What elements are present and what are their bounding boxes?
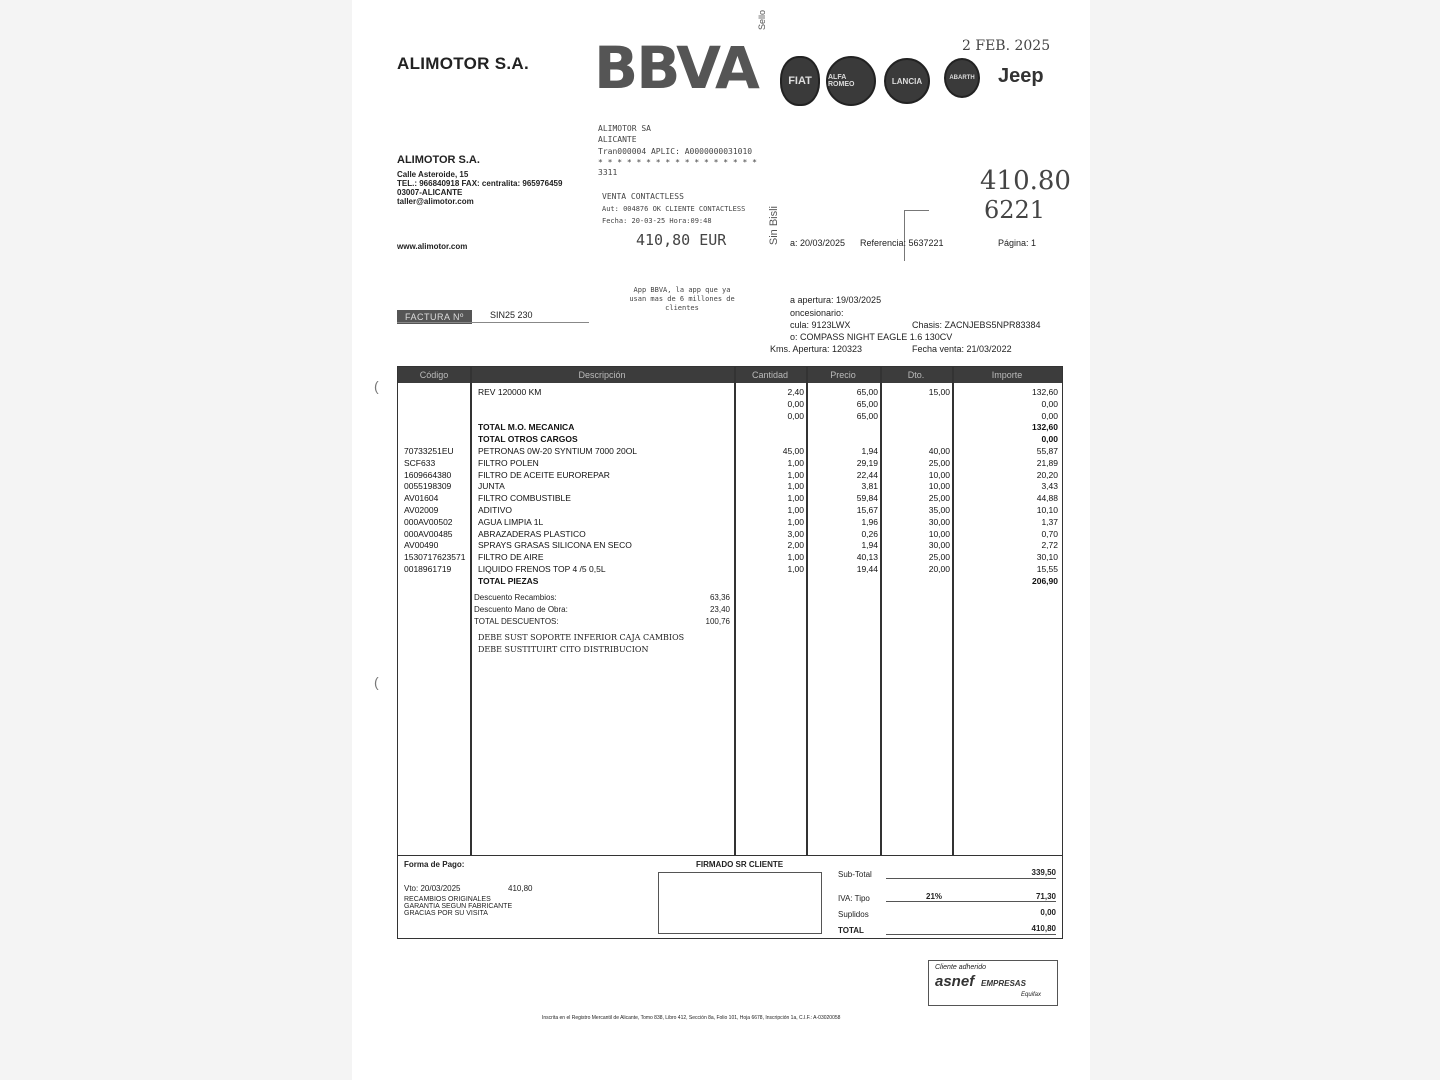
cell-price: 1,94	[861, 540, 878, 551]
fiat-logo-icon: FIAT	[780, 56, 820, 106]
discount-row	[474, 593, 730, 602]
handwritten-amount: 410.80	[980, 166, 1071, 196]
table-row	[398, 399, 1062, 411]
alfa-romeo-logo-icon: ALFA ROMEO	[826, 56, 876, 106]
cell-price: 0,26	[861, 528, 878, 539]
divider	[886, 934, 1056, 935]
table-row	[398, 470, 1062, 482]
discount-label: Descuento Mano de Obra:	[474, 605, 568, 614]
receipt-footer-line: App BBVA, la app que ya	[633, 286, 731, 294]
receipt-amount: 410,80 EUR	[636, 231, 727, 249]
cell-quantity: 1,00	[787, 552, 804, 563]
cell-amount: 10,10	[1036, 505, 1058, 515]
suplidos-label: Suplidos	[838, 910, 869, 919]
cell-amount: 21,89	[1036, 457, 1058, 468]
cell-discount: 30,00	[928, 516, 950, 527]
cell-price: 1,94	[861, 446, 878, 456]
scan-mark: (	[374, 674, 379, 690]
cell-quantity: 1,00	[787, 457, 804, 468]
table-row	[398, 493, 1062, 505]
cell-amount: 132,60	[1032, 422, 1058, 433]
cell-code: 70733251EU	[404, 446, 454, 456]
cell-discount: 40,00	[928, 446, 950, 456]
cell-code: 0018961719	[404, 564, 452, 574]
cert-line: Cliente adherido	[935, 964, 986, 971]
receipt-line: Fecha: 20-03-25 Hora:09:48	[602, 217, 712, 225]
cell-discount: 10,00	[928, 481, 950, 492]
handwritten-ref: 6221	[984, 196, 1046, 224]
cell-description: FILTRO DE ACEITE EUROREPAR	[478, 469, 610, 480]
company-web: www.alimotor.com	[397, 242, 468, 251]
lancia-logo-icon: LANCIA	[884, 58, 930, 104]
cell-quantity: 45,00	[782, 446, 804, 456]
cell-amount: 132,60	[1032, 387, 1058, 397]
invoice-date: a: 20/03/2025	[790, 238, 846, 248]
cell-discount: 20,00	[928, 564, 950, 574]
receipt-line: Aut: 004876 OK CLIENTE CONTACTLESS	[602, 205, 746, 213]
receipt-line: VENTA CONTACTLESS	[602, 192, 684, 201]
cell-discount: 25,00	[928, 457, 950, 468]
note: DEBE SUSTITUIRT CITO DISTRIBUCION	[478, 645, 649, 654]
cert-line: Equifax	[1021, 992, 1042, 998]
table-row	[398, 564, 1062, 576]
invoice-reference: Referencia: 5637221	[860, 238, 944, 248]
discount-label: TOTAL DESCUENTOS:	[474, 617, 559, 626]
footer-note: RECAMBIOS ORIGINALES	[404, 896, 491, 903]
cell-price: 40,13	[856, 552, 878, 563]
modelo: o: COMPASS NIGHT EAGLE 1.6 130CV	[790, 332, 953, 342]
footer-note: GRACIAS POR SU VISITA	[404, 910, 488, 917]
asnef-logo: asnef	[935, 973, 975, 990]
fecha-venta: Fecha venta: 21/03/2022	[912, 344, 1012, 354]
cell-price: 29,19	[856, 457, 878, 468]
col-header-price: Precio	[830, 370, 856, 380]
company-phones: TEL.: 966840918 FAX: centralita: 965976459	[397, 179, 563, 188]
table-row	[398, 481, 1062, 493]
table-row	[398, 517, 1062, 529]
cell-discount: 35,00	[928, 505, 950, 515]
iva-tipo: 21%	[926, 892, 943, 901]
cell-description: TOTAL PIEZAS	[478, 575, 539, 586]
footer-note: GARANTIA SEGUN FABRICANTE	[404, 903, 513, 910]
cell-price: 65,00	[856, 410, 878, 421]
cell-discount: 10,00	[928, 469, 950, 480]
company-name: ALIMOTOR S.A.	[397, 154, 480, 166]
cell-code: SCF633	[404, 457, 436, 468]
cell-price: 59,84	[856, 493, 878, 504]
divider	[886, 901, 1056, 902]
asnef-certification	[928, 960, 1058, 1006]
cell-description: SPRAYS GRASAS SILICONA EN SECO	[478, 540, 632, 551]
col-header-dto: Dto.	[907, 370, 925, 380]
cell-discount: 10,00	[928, 528, 950, 539]
cell-code: 1530717623571	[404, 552, 466, 563]
cell-quantity: 1,00	[787, 564, 804, 574]
cell-description: ABRAZADERAS PLASTICO	[478, 528, 586, 539]
table-row	[398, 529, 1062, 541]
cell-quantity: 2,00	[787, 540, 804, 551]
discount-label: Descuento Recambios:	[474, 593, 557, 602]
note: DEBE SUST SOPORTE INFERIOR CAJA CAMBIOS	[478, 633, 685, 642]
company-email: taller@alimotor.com	[397, 197, 474, 206]
discount-row	[474, 605, 730, 614]
cell-price: 65,00	[856, 387, 878, 397]
cell-quantity: 1,00	[787, 516, 804, 527]
vencimiento: Vto: 20/03/2025	[404, 884, 461, 893]
cell-description: JUNTA	[478, 481, 505, 492]
discount-value: 23,40	[709, 605, 730, 614]
legal-text: Inscrita en el Registro Mercantil de Alicante, Tomo 838, Libro 412, Sección 8a, Folio 101, Hoja 6678, Inscripción 1a, C.I.F.: A-03020058	[542, 1015, 841, 1021]
receipt-line: ALICANTE	[598, 135, 637, 144]
cell-amount: 206,90	[1032, 575, 1058, 586]
cell-quantity: 1,00	[787, 469, 804, 480]
receipt-footer-line: usan mas de 6 millones de	[629, 295, 735, 303]
receipt-line: ALIMOTOR SA	[598, 124, 651, 133]
asnef-logo-suffix: EMPRESAS	[981, 979, 1026, 988]
matricula: cula: 9123LWX	[790, 320, 851, 330]
cell-code: 1609664380	[404, 469, 452, 480]
items-table	[397, 366, 1063, 856]
cell-amount: 2,72	[1041, 540, 1058, 551]
stamp-mark	[904, 210, 929, 261]
receipt-footer-line: clientes	[665, 304, 699, 312]
date-stamp: 2 FEB. 2025	[962, 38, 1051, 54]
cell-amount: 44,88	[1036, 493, 1058, 504]
forma-pago-label: Forma de Pago:	[404, 860, 465, 869]
sin-bisli-label: Sin Bisli	[768, 206, 780, 246]
cell-quantity: 3,00	[787, 528, 804, 539]
cell-discount: 25,00	[928, 552, 950, 563]
cell-price: 19,44	[856, 564, 878, 574]
iva-amount: 71,30	[1035, 892, 1056, 901]
invoice-page	[352, 0, 1090, 1080]
receipt-line: * * * * * * * * * * * * * * * * * 3311	[598, 158, 757, 177]
factura-label: FACTURA Nº	[397, 310, 472, 324]
apertura-date: a apertura: 19/03/2025	[790, 295, 882, 305]
bbva-logo: BBVA	[594, 34, 758, 102]
cell-description: ADITIVO	[478, 505, 513, 515]
cell-quantity: 1,00	[787, 493, 804, 504]
footer-notes	[404, 896, 512, 917]
cell-amount: 3,43	[1041, 481, 1058, 492]
col-header-desc: Descripción	[578, 370, 626, 380]
cell-quantity: 0,00	[787, 410, 804, 421]
abarth-logo-icon: ABARTH	[944, 58, 980, 98]
chasis: Chasis: ZACNJEBS5NPR83384	[912, 320, 1041, 330]
divider	[886, 878, 1056, 879]
cell-code: 0055198309	[404, 481, 452, 492]
cell-description: AGUA LIMPIA 1L	[478, 516, 544, 527]
col-header-qty: Cantidad	[751, 370, 789, 380]
signature-box	[658, 872, 822, 934]
factura-number: SIN25 230	[490, 310, 533, 320]
suplidos-value: 0,00	[1040, 908, 1056, 917]
cell-quantity: 0,00	[787, 398, 804, 409]
cell-description: TOTAL M.O. MECANICA	[478, 422, 575, 433]
table-row	[398, 552, 1062, 564]
cell-amount: 0,00	[1041, 434, 1058, 445]
subtotal-label: Sub-Total	[838, 870, 872, 879]
cell-amount: 20,20	[1036, 469, 1058, 480]
vencimiento-amount: 410,80	[508, 884, 533, 893]
table-row	[398, 422, 1062, 434]
table-row	[398, 458, 1062, 470]
table-row	[398, 387, 1062, 399]
discount-row	[474, 617, 730, 626]
firmado-label: FIRMADO SR CLIENTE	[696, 860, 784, 869]
jeep-logo: Jeep	[998, 65, 1044, 87]
table-row	[398, 446, 1062, 458]
divider	[397, 322, 589, 323]
receipt-footer	[622, 286, 742, 313]
invoice-page-number: Página: 1	[998, 238, 1037, 248]
cell-amount: 15,55	[1036, 564, 1058, 574]
cell-description: REV 120000 KM	[478, 387, 542, 397]
cell-amount: 0,00	[1041, 410, 1058, 421]
receipt-line: Tran000004 APLIC: A0000000031010	[598, 147, 753, 156]
cell-code: AV00490	[404, 540, 439, 551]
cell-amount: 1,37	[1041, 516, 1058, 527]
cell-price: 65,00	[856, 398, 878, 409]
cell-quantity: 2,40	[787, 387, 804, 397]
cell-price: 22,44	[856, 469, 878, 480]
cell-description: FILTRO POLEN	[478, 457, 539, 468]
concesionario: oncesionario:	[790, 308, 844, 318]
cell-description: TOTAL OTROS CARGOS	[478, 434, 578, 445]
total-label: TOTAL	[838, 926, 864, 935]
discount-value: 63,36	[709, 593, 730, 602]
cell-description: PETRONAS 0W-20 SYNTIUM 7000 20OL	[478, 446, 638, 456]
table-row	[398, 540, 1062, 552]
card-receipt	[596, 122, 771, 290]
cell-discount: 30,00	[928, 540, 950, 551]
company-city: 03007-ALICANTE	[397, 188, 463, 197]
table-row	[398, 505, 1062, 517]
cell-amount: 55,87	[1036, 446, 1058, 456]
iva-label: IVA: Tipo	[838, 894, 870, 903]
cell-quantity: 1,00	[787, 505, 804, 515]
cell-code: AV02009	[404, 505, 439, 515]
kms-apertura: Kms. Apertura: 120323	[770, 344, 863, 354]
table-row	[398, 411, 1062, 423]
cell-quantity: 1,00	[787, 481, 804, 492]
cell-amount: 30,10	[1036, 552, 1058, 563]
cell-description: FILTRO COMBUSTIBLE	[478, 493, 571, 504]
cell-price: 3,81	[861, 481, 878, 492]
table-row	[398, 576, 1062, 588]
cell-amount: 0,70	[1041, 528, 1058, 539]
scan-mark: (	[374, 378, 379, 394]
col-header-imp: Importe	[991, 370, 1023, 380]
discount-value: 100,76	[705, 617, 730, 626]
cell-price: 1,96	[861, 516, 878, 527]
col-header-code: Código	[419, 370, 449, 380]
cell-price: 15,67	[856, 505, 878, 515]
sello-label: Sello	[757, 10, 767, 31]
company-title: ALIMOTOR S.A.	[397, 54, 530, 73]
cell-amount: 0,00	[1041, 398, 1058, 409]
cell-discount: 15,00	[928, 387, 950, 397]
cell-code: AV01604	[404, 493, 439, 504]
totals-section	[397, 854, 1063, 939]
cell-description: LIQUIDO FRENOS TOP 4 /5 0,5L	[478, 564, 606, 574]
company-address: Calle Asteroide, 15	[397, 170, 469, 179]
subtotal-value: 339,50	[1031, 868, 1056, 877]
cell-code: 000AV00502	[404, 516, 453, 527]
cell-discount: 25,00	[928, 493, 950, 504]
cell-description: FILTRO DE AIRE	[478, 552, 544, 563]
table-row	[398, 434, 1062, 446]
table-header	[398, 367, 1062, 383]
cell-code: 000AV00485	[404, 528, 453, 539]
total-value: 410,80	[1031, 924, 1056, 933]
